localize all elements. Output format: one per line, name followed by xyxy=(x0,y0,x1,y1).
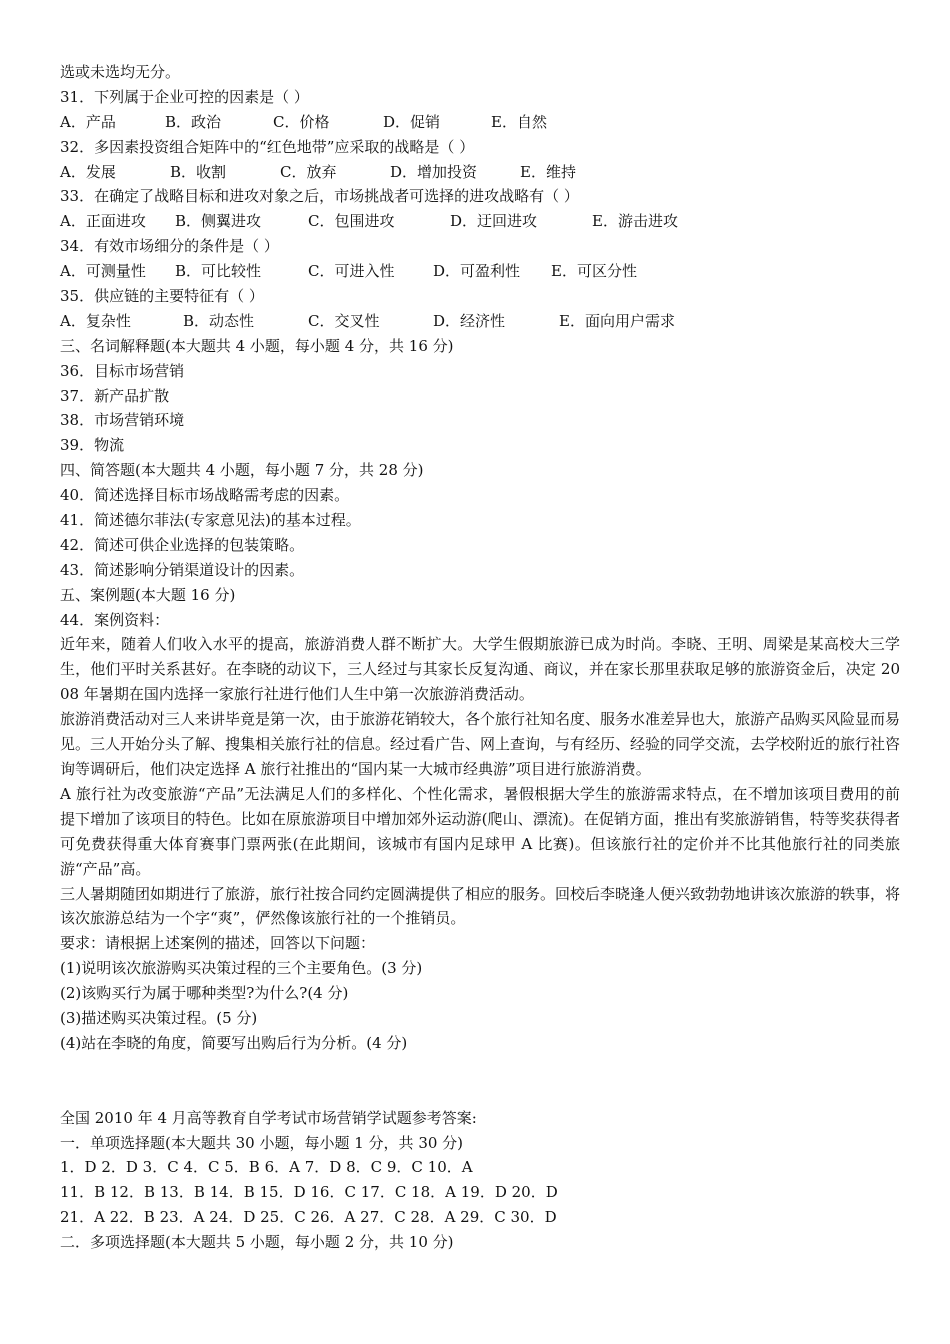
question-33-stem: 33．在确定了战略目标和进攻对象之后，市场挑战者可选择的进攻战略有（ ） xyxy=(60,187,579,206)
answers-single-title: 一．单项选择题(本大题共 30 小题，每小题 1 分，共 30 分) xyxy=(60,1133,464,1152)
case-paragraph: 近年来，随着人们收入水平的提高，旅游消费人群不断扩大。大学生假期旅游已成为时尚。李晓、王明、周梁是某高校大三学生，他们平时关系甚好。在李晓的动议下，三人经过与其家长反复沟通、商议，并在家长那里获取足够的旅游资金后，决定 2008 年暑期在国内选择一家旅行社进行他们人生中第一次旅游消费活动。 xyxy=(60,635,900,704)
section-3-title: 三、名词解释题(本大题共 4 小题，每小题 4 分，共 16 分) xyxy=(60,336,454,355)
text-line: 选或未选均无分。 xyxy=(60,63,181,81)
option: B．收割 xyxy=(170,162,227,181)
option: A．可测量性 xyxy=(60,262,146,281)
answers-row: 1．D 2．D 3．C 4．C 5．B 6．A 7．D 8．C 9．C 10．A xyxy=(60,1158,473,1177)
option: E．面向用户需求 xyxy=(559,311,675,330)
option: C．放弃 xyxy=(280,162,337,181)
option: B．侧翼进攻 xyxy=(175,212,262,231)
answers-row: 11．B 12．B 13．B 14．B 15．D 16．C 17．C 18．A 19．D 20．D xyxy=(60,1183,558,1202)
question-41: 41．简述德尔菲法(专家意见法)的基本过程。 xyxy=(60,511,361,530)
option: E．自然 xyxy=(491,112,547,131)
case-question-1: (1)说明该次旅游购买决策过程的三个主要角色。(3 分) xyxy=(60,959,423,978)
case-paragraph: 三人暑期随团如期进行了旅游，旅行社按合同约定圆满提供了相应的服务。回校后李晓逢人便兴致勃勃地讲该次旅游的轶事，将该次旅游总结为一个字“爽”，俨然像该旅行社的一个推销员。 xyxy=(60,884,901,928)
option: C．可进入性 xyxy=(308,262,395,281)
answers-multi-title: 二．多项选择题(本大题共 5 小题，每小题 2 分，共 10 分) xyxy=(60,1233,454,1252)
option: D．促销 xyxy=(383,112,441,131)
answers-title: 全国 2010 年 4 月高等教育自学考试市场营销学试题参考答案: xyxy=(60,1108,477,1127)
option: C．包围进攻 xyxy=(308,212,395,231)
question-35-stem: 35．供应链的主要特征有（ ） xyxy=(60,287,264,306)
question-40: 40．简述选择目标市场战略需考虑的因素。 xyxy=(60,486,350,505)
option: D．迂回进攻 xyxy=(450,212,538,231)
spacer xyxy=(60,1056,900,1106)
case-paragraph: 旅游消费活动对三人来讲毕竟是第一次，由于旅游花销较大，各个旅行社知名度、服务水准差异也大，旅游产品购买风险显而易见。三人开始分头了解、搜集相关旅行社的信息。经过看广告、网上查询，与有经历、经验的同学交流，去学校附近的旅行社咨询等调研后，他们决定选择 A 旅行社推出的“国内某一大城市经典游”项目进行旅游消费。 xyxy=(60,710,901,779)
question-36: 36．目标市场营销 xyxy=(60,361,185,380)
option: A．正面进攻 xyxy=(60,212,146,231)
option: A．产品 xyxy=(60,112,116,131)
option: B．动态性 xyxy=(183,311,255,330)
option: E．游击进攻 xyxy=(592,212,678,231)
question-37: 37．新产品扩散 xyxy=(60,386,170,405)
question-31-options xyxy=(60,110,900,135)
case-requirement: 要求：请根据上述案例的描述，回答以下问题： xyxy=(60,934,376,953)
option: E．维持 xyxy=(520,162,576,181)
question-35-options xyxy=(60,309,900,334)
answers-row: 21．A 22．B 23．A 24．D 25．C 26．A 27．C 28．A 29．C 30．D xyxy=(60,1208,557,1227)
question-34-stem: 34．有效市场细分的条件是（ ） xyxy=(60,237,279,256)
option: B．政治 xyxy=(165,112,222,131)
option: C．交叉性 xyxy=(308,311,380,330)
question-31-stem: 31．下列属于企业可控的因素是（ ） xyxy=(60,87,309,106)
option: A．复杂性 xyxy=(60,311,131,330)
option: D．增加投资 xyxy=(390,162,478,181)
question-39: 39．物流 xyxy=(60,436,125,455)
option: C．价格 xyxy=(273,112,330,131)
question-43: 43．简述影响分销渠道设计的因素。 xyxy=(60,560,305,579)
option: A．发展 xyxy=(60,162,116,181)
question-32-options xyxy=(60,160,900,185)
document-page xyxy=(60,60,900,1255)
case-paragraph: A 旅行社为改变旅游“产品”无法满足人们的多样化、个性化需求，暑假根据大学生的旅游需求特点，在不增加该项目费用的前提下增加了该项目的特色。比如在原旅游项目中增加郊外运动游(爬山、漂流)。在促销方面，推出有奖旅游销售，特等奖获得者可免费获得重大体育赛事门票两张(在此期间，该城市有国内足球甲 A 比赛)。但该旅行社的定价并不比其他旅行社的同类旅游“产品”高。 xyxy=(60,784,900,878)
section-4-title: 四、简答题(本大题共 4 小题，每小题 7 分，共 28 分) xyxy=(60,461,424,480)
option: B．可比较性 xyxy=(175,262,262,281)
section-5-title: 五、案例题(本大题 16 分) xyxy=(60,585,236,604)
option: D．经济性 xyxy=(433,311,506,330)
case-question-3: (3)描述购买决策过程。(5 分) xyxy=(60,1009,258,1028)
question-34-options xyxy=(60,259,900,284)
question-42: 42．简述可供企业选择的包装策略。 xyxy=(60,535,305,554)
question-38: 38．市场营销环境 xyxy=(60,411,185,430)
case-question-2: (2)该购买行为属于哪种类型?为什么?(4 分) xyxy=(60,984,349,1003)
question-33-options xyxy=(60,209,900,234)
case-question-4: (4)站在李晓的角度，简要写出购后行为分析。(4 分) xyxy=(60,1033,408,1052)
question-32-stem: 32．多因素投资组合矩阵中的“红色地带”应采取的战略是（ ） xyxy=(60,137,475,156)
option: E．可区分性 xyxy=(551,262,637,281)
case-label: 44．案例资料： xyxy=(60,610,170,629)
option: D．可盈利性 xyxy=(433,262,521,281)
